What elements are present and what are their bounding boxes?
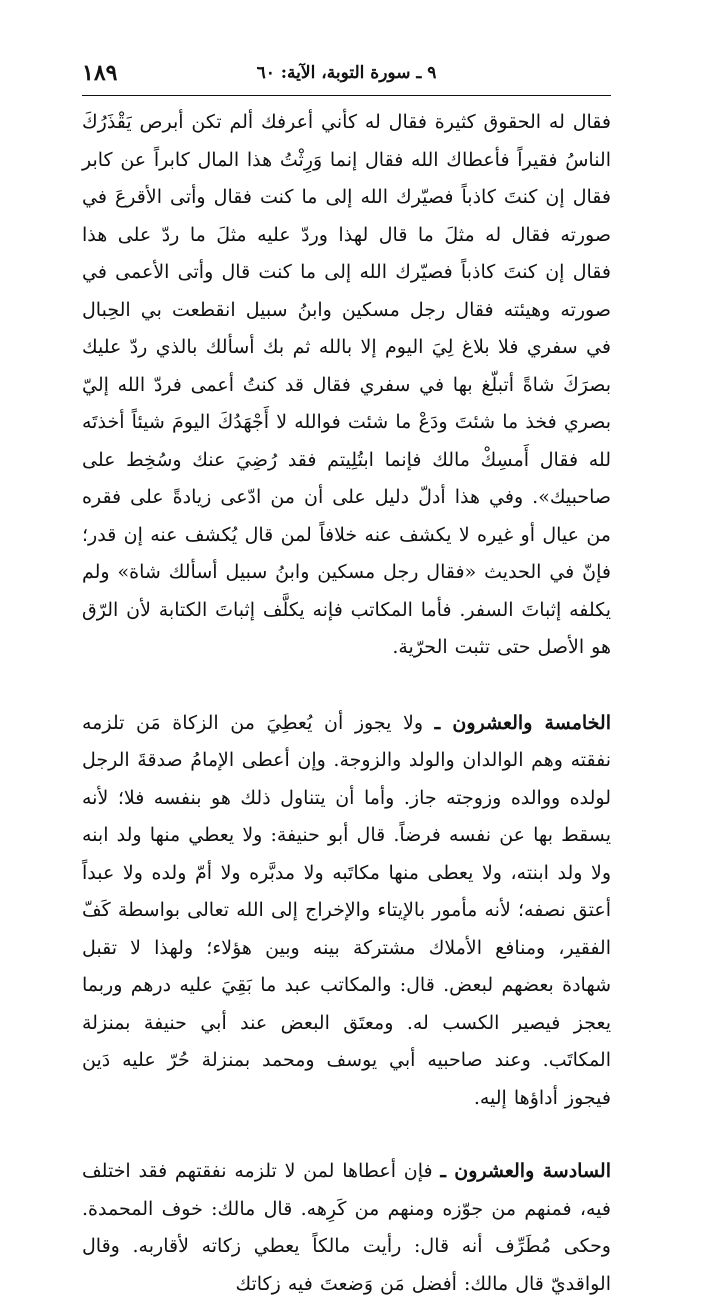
running-title: ٩ ـ سورة التوبة، الآية: ٦٠: [256, 63, 437, 83]
paragraph-section-25: [82, 705, 611, 1118]
paragraph-text: فقال له الحقوق كثيرة فقال له كأني أعرفك ألم تكن أبرص يَقْذَرُكَ الناسُ فقيراً فأعطاك الله فقال إنما وَرِثْتُ هذا المال كابراً عن كابر فقال إن كنتَ كاذباً فصيّرك الله إلى ما كنت فقال وأتى الأقرعَ في صورته فقال له مثلَ ما قال لهذا وردّ عليه مثلَ ما ردّ على هذا فقال إن كنتَ كاذباً فصيّرك الله إلى ما كنت قال وأتى الأعمى في صورته وهيئته فقال رجل مسكين وابنُ سبيل انقطعت بي الحِبال في سفري فلا بلاغ لِيَ اليوم إلا بالله ثم بك أسألك بالذي ردّ عليك بصرَكَ شاةً أتبلّغ بها في سفري فقال قد كنتُ أعمى فردّ الله إليّ بصري فخذ ما شئتَ ودَعْ ما شئت فوالله لا أَجْهَدُكَ اليومَ شيئاً أخذتَه لله فقال أَمسِكْ مالك فإنما ابتُلِيتم فقد رُضِيَ عنك وسُخِط على صاحبيك». وفي هذا أدلّ دليل على أن من ادّعى زيادةً على فقره من عيال أو غيره لا يكشف عنه خلافاً لمن قال يُكشف عنه إن قدر؛ فإنّ في الحديث «فقال رجل مسكين وابنُ سبيل أسألك شاة» ولم يكلفه إثباتَ السفر. فأما المكاتب فإنه يكلَّف إثباتَ الكتابة لأن الرّق هو الأصل حتى تثبت الحرّية.: [82, 111, 611, 658]
section-heading: الخامسة والعشرون ـ: [434, 711, 611, 734]
header-rule: [82, 95, 611, 96]
paragraph-text: فإن أعطاها لمن لا تلزمه نفقتهم فقد اختلف فيه، فمنهم من جوّزه ومنهم من كَرِهه. قال مالك: خوف المحمدة. وحكى مُطَرِّف أنه قال: رأيت مالكاً يعطي زكاته لأقاربه. وقال الواقديّ قال مالك: أفضل مَن وَضعتَ فيه زكاتك: [82, 1160, 611, 1295]
body-text: [82, 104, 611, 1303]
section-heading: السادسة والعشرون ـ: [440, 1160, 611, 1182]
paragraph-text: ولا يجوز أن يُعطِيَ من الزكاة مَن تلزمه نفقته وهم الوالدان والولد والزوجة. وإن أعطى الإمامُ صدقةَ الرجل لولده ووالده وزوجته جاز. وأما أن يتناول ذلك هو بنفسه فلا؛ لأنه يسقط بها عن نفسه فرضاً. قال أبو حنيفة: ولا يعطي منها ولد ابنه ولا ولد ابنته، ولا يعطى منها مكاتَبه ولا مدبَّره ولا أمّ ولده ولا عبداً أعتق نصفه؛ لأنه مأمور بالإيتاء والإخراج إلى الله تعالى بواسطة كَفّ الفقير، ومنافع الأملاك مشتركة بينه وبين هؤلاء؛ ولهذا لا تقبل شهادة بعضهم لبعض. قال: والمكاتب عبد ما بَقِيَ عليه درهم وربما يعجز فيصير الكسب له. ومعتَق البعض عند أبي حنيفة بمنزلة المكاتَب. وعند صاحبيه أبي يوسف ومحمد بمنزلة حُرّ عليه دَين فيجوز أداؤها إليه.: [82, 711, 611, 1109]
page-number: ١٨٩: [82, 60, 118, 86]
paragraph-continuation: [82, 104, 611, 667]
page-header: [82, 60, 611, 90]
paragraph-section-26: [82, 1153, 611, 1303]
